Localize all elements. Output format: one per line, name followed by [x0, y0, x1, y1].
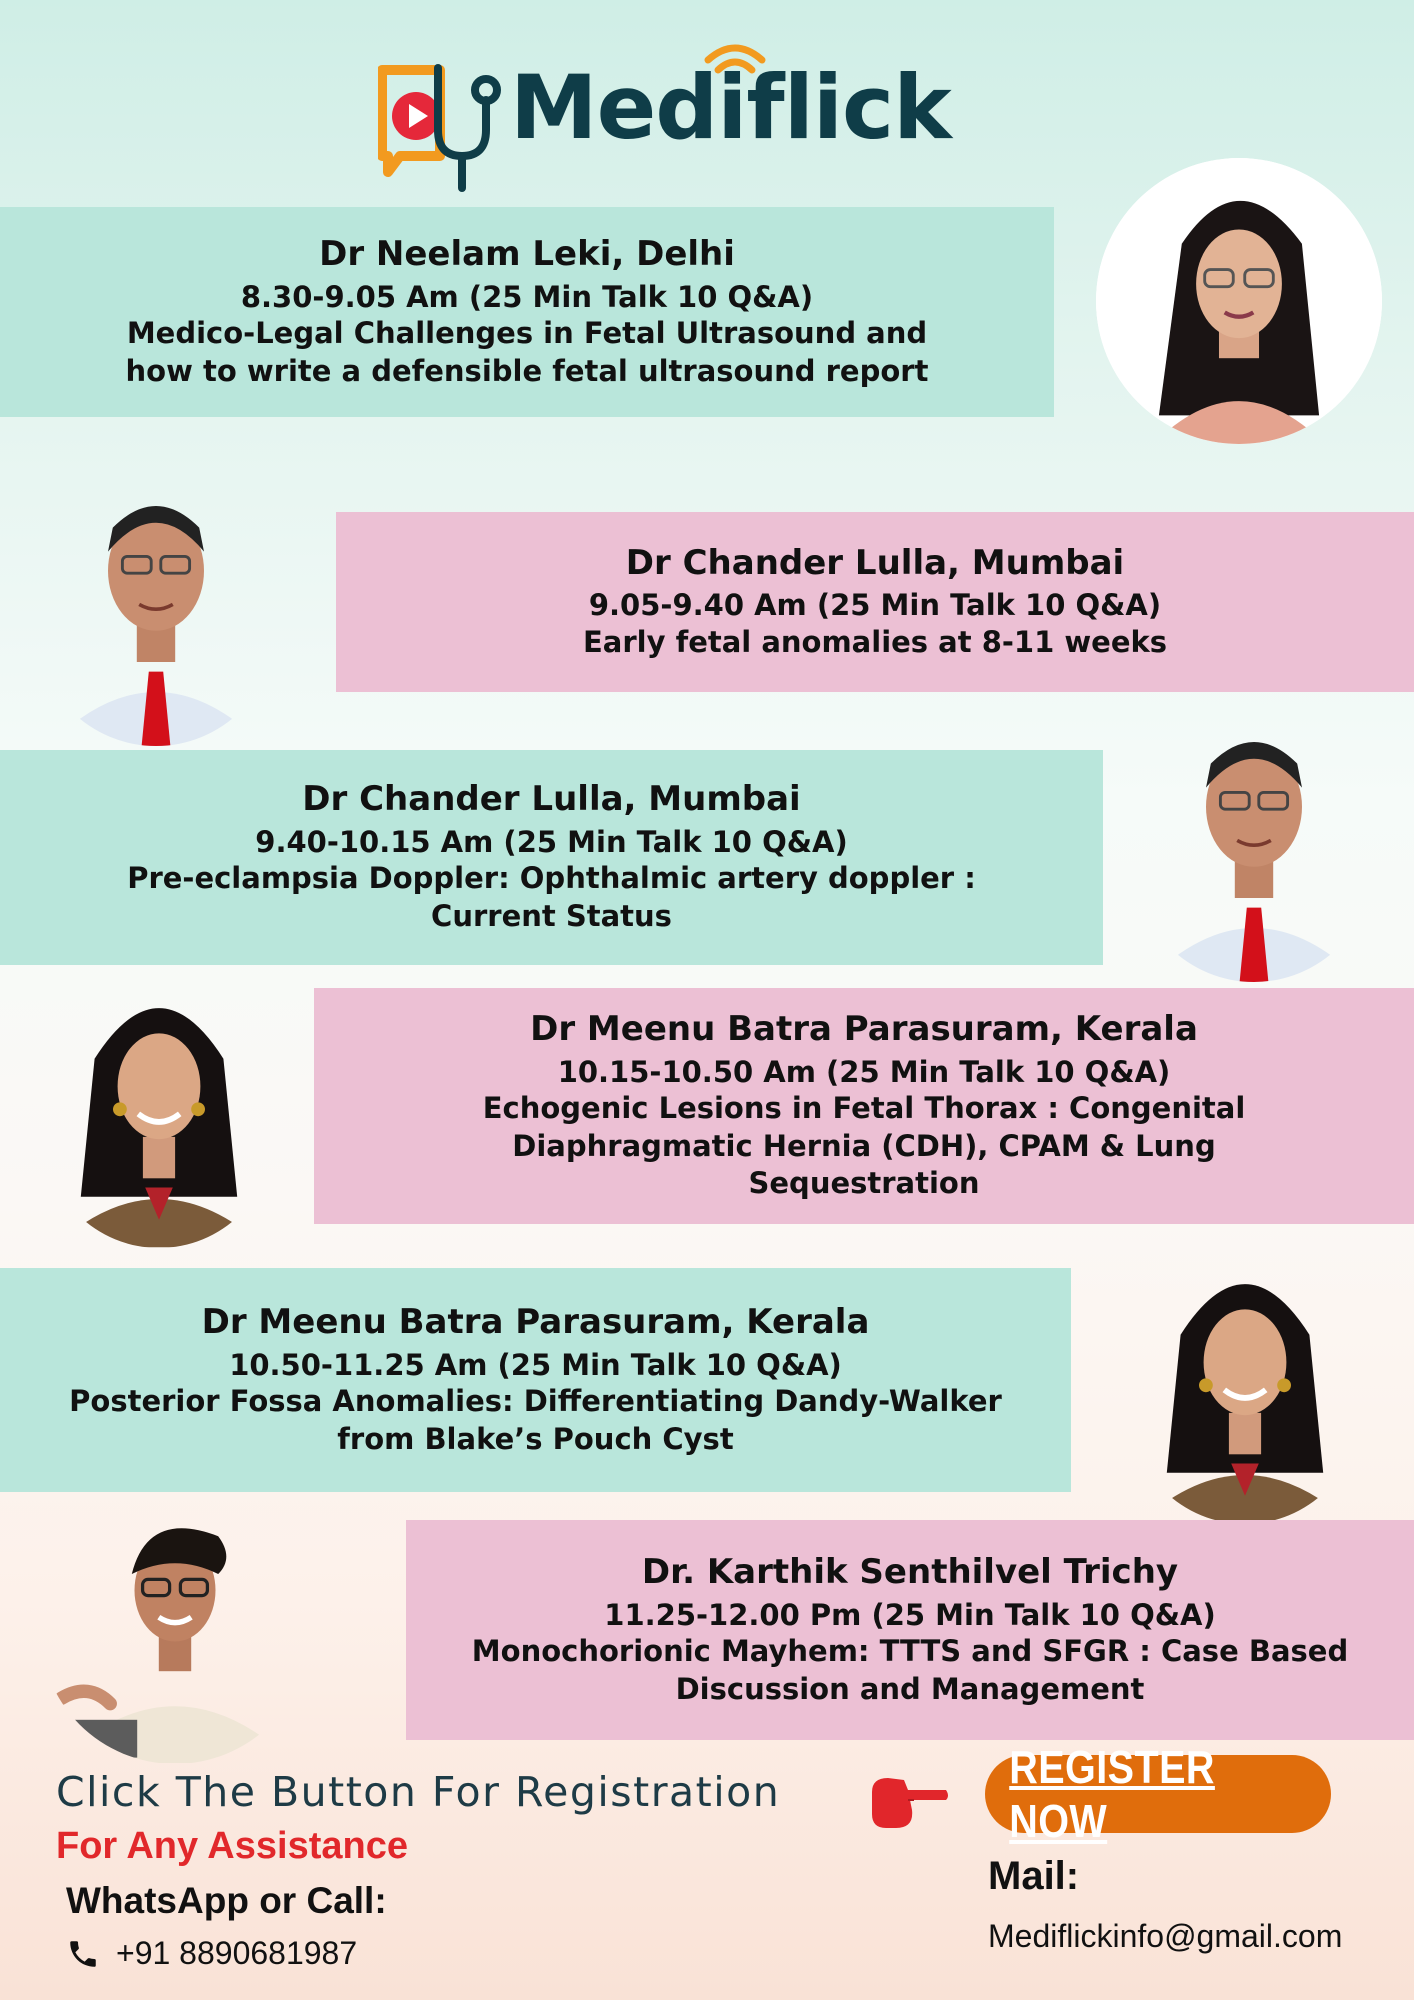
session-time: 8.30-9.05 Am (25 Min Talk 10 Q&A): [240, 279, 814, 314]
email-address[interactable]: Mediflickinfo@gmail.com: [988, 1918, 1343, 1954]
speaker-name: Dr Meenu Batra Parasuram, Kerala: [201, 1301, 870, 1342]
speaker-photo-chander-lulla: [36, 470, 276, 746]
phone-contact[interactable]: [66, 1935, 357, 1972]
speaker-name: Dr Chander Lulla, Mumbai: [625, 542, 1125, 583]
assistance-heading: For Any Assistance: [56, 1825, 408, 1867]
mail-label: Mail:: [988, 1854, 1080, 1898]
session-time: 11.25-12.00 Pm (25 Min Talk 10 Q&A): [604, 1597, 1216, 1632]
register-now-button[interactable]: [985, 1741, 1331, 1847]
session-topic-line: how to write a defensible fetal ultrasound report: [125, 353, 929, 388]
session-topic-line: Discussion and Management: [675, 1671, 1145, 1706]
speaker-photo-karthik-senthilvel: [40, 1492, 310, 1764]
session-time: 9.05-9.40 Am (25 Min Talk 10 Q&A): [588, 588, 1162, 623]
speaker-photo-chander-lulla: [1134, 706, 1374, 982]
session-card-1: [0, 207, 1054, 417]
session-card-4: [314, 988, 1414, 1224]
session-topic-line: Medico-Legal Challenges in Fetal Ultrasound and: [126, 315, 928, 350]
mediflick-logo: [378, 38, 958, 198]
pointing-hand-icon: [864, 1770, 950, 1834]
logo-mark: [378, 38, 518, 198]
session-card-5: [0, 1268, 1071, 1492]
session-topic-line: Diaphragmatic Hernia (CDH), CPAM & Lung: [512, 1128, 1216, 1163]
phone-icon: [66, 1937, 100, 1971]
session-topic-line: Current Status: [431, 899, 672, 934]
session-time: 10.15-10.50 Am (25 Min Talk 10 Q&A): [557, 1054, 1171, 1089]
speaker-photo-meenu-batra: [1130, 1242, 1360, 1524]
speaker-name: Dr Chander Lulla, Mumbai: [302, 779, 801, 820]
session-topic-line: Early fetal anomalies at 8-11 weeks: [582, 624, 1168, 659]
speaker-name: Dr Meenu Batra Parasuram, Kerala: [530, 1008, 1198, 1049]
brand-name: Mediflick: [510, 56, 951, 159]
speaker-name: Dr Neelam Leki, Delhi: [319, 233, 735, 274]
stethoscope-icon: [438, 68, 497, 188]
speaker-photo-neelam-leki: [1096, 158, 1382, 444]
session-topic-line: Pre-eclampsia Doppler: Ophthalmic artery doppler :: [127, 861, 976, 896]
phone-number[interactable]: +91 8890681987: [116, 1935, 358, 1971]
video-play-icon: [392, 92, 440, 140]
session-card-3: [0, 750, 1103, 965]
session-topic-line: from Blake’s Pouch Cyst: [337, 1421, 734, 1456]
session-time: 10.50-11.25 Am (25 Min Talk 10 Q&A): [229, 1347, 842, 1382]
session-time: 9.40-10.15 Am (25 Min Talk 10 Q&A): [255, 825, 848, 860]
session-topic-line: Echogenic Lesions in Fetal Thorax : Congenital: [482, 1090, 1246, 1125]
register-now-label: REGISTER NOW: [1009, 1741, 1215, 1847]
session-card-2: [336, 512, 1414, 692]
session-topic-line: Posterior Fossa Anomalies: Differentiating Dandy-Walker: [69, 1383, 1002, 1418]
speaker-name: Dr. Karthik Senthilvel Trichy: [641, 1551, 1179, 1592]
speaker-photo-meenu-batra: [44, 966, 274, 1248]
session-topic-line: Sequestration: [748, 1166, 980, 1201]
whatsapp-label: WhatsApp or Call:: [66, 1880, 387, 1921]
registration-prompt: Click The Button For Registration: [56, 1768, 781, 1816]
session-card-6: [406, 1520, 1414, 1740]
session-topic-line: Monochorionic Mayhem: TTTS and SFGR : Case Based: [471, 1633, 1349, 1668]
